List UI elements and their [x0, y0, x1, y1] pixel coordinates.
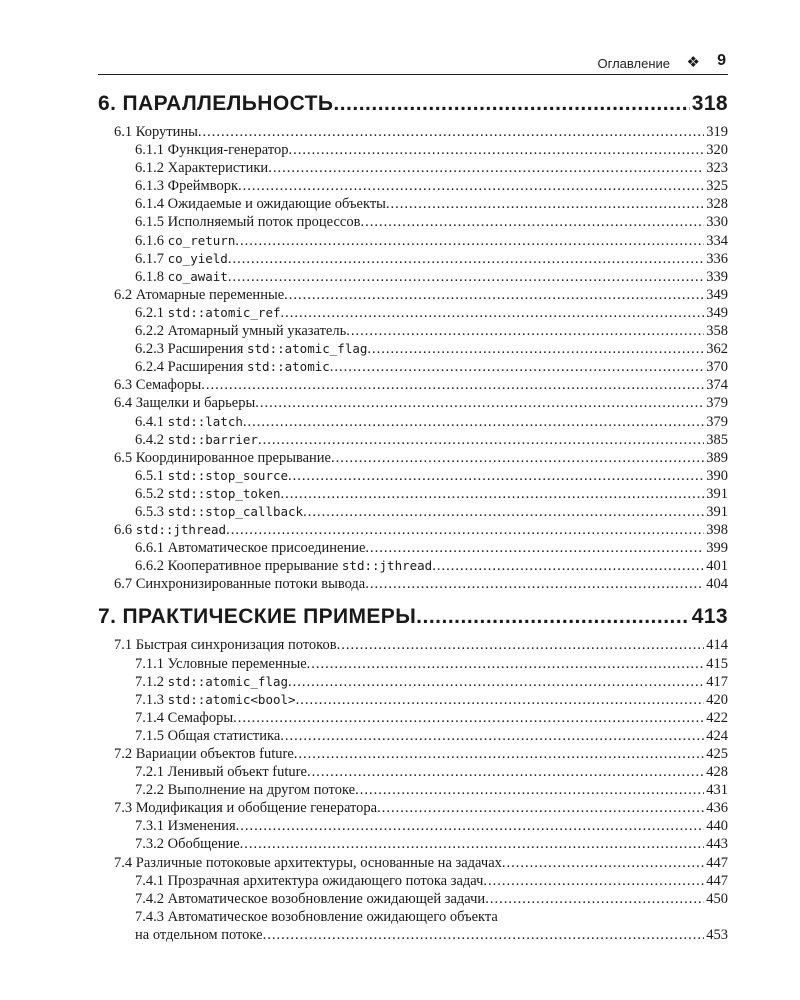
toc-entry-number: 7.1.1 [135, 655, 164, 672]
toc-entry-text: Выполнение на другом потоке [167, 782, 356, 799]
toc-entry[interactable] [98, 394, 728, 412]
dot-leader [296, 691, 705, 709]
toc-entry[interactable] [98, 835, 728, 853]
toc-entry-text: Семафоры [167, 709, 234, 726]
dot-leader [485, 890, 704, 908]
toc-entry-title [135, 673, 288, 691]
toc-entry-title [135, 655, 307, 673]
toc-entry-title [135, 781, 355, 799]
dot-leader [377, 799, 704, 817]
toc-entry[interactable] [98, 763, 728, 781]
dot-leader [355, 781, 704, 799]
toc-entry-page: 447 [706, 872, 728, 889]
toc-entry[interactable] [98, 268, 728, 286]
toc-entry-number: 6.1.3 [135, 178, 164, 195]
toc-entry[interactable] [98, 485, 728, 503]
toc-entry-number: 6.5.2 [135, 485, 164, 502]
toc-entry-title [114, 376, 201, 394]
chapter-page: 413 [691, 605, 728, 629]
toc-entry[interactable] [98, 286, 728, 304]
dot-leader [228, 268, 704, 286]
toc-entry-text: Характеристики [167, 160, 269, 177]
toc-entry[interactable] [98, 908, 728, 926]
toc-entry-title [135, 908, 498, 926]
toc-entry-title [135, 250, 228, 268]
dot-leader [365, 575, 704, 593]
toc-entry-number: 6.6.1 [135, 540, 164, 557]
dot-leader [367, 340, 704, 358]
toc-entry-page: 370 [706, 359, 728, 376]
toc-entry-page: 349 [706, 286, 728, 303]
toc-entry-number: 7.2 [114, 746, 133, 762]
toc-entry-number: 6.1.2 [135, 160, 164, 177]
toc-entry-page: 404 [706, 576, 728, 593]
toc-entry-page: 362 [706, 341, 728, 358]
running-header-title: Оглавление [597, 56, 670, 71]
toc-entry-text: Вариации объектов future [135, 746, 294, 762]
toc-entry-number: 7.4.1 [135, 872, 164, 889]
toc-entry-page: 431 [706, 782, 728, 799]
toc-entry[interactable] [98, 431, 728, 449]
toc-entry-page: 436 [706, 800, 728, 817]
toc-entry-title [135, 340, 367, 358]
toc-entry[interactable] [98, 890, 728, 908]
toc-entry[interactable] [98, 691, 728, 709]
toc-entry-page: 428 [706, 764, 728, 781]
toc-entry-code: co_await [167, 268, 228, 284]
toc-entry-page: 320 [706, 142, 728, 159]
toc-entry-text: Автоматическое возобновление ожидающей задачи [167, 890, 486, 907]
toc-entry-title [114, 394, 255, 412]
toc-entry-text: Функция-генератор [167, 142, 289, 159]
toc-entry-number: 6.5 [114, 449, 133, 466]
toc-entry-title [135, 232, 235, 250]
toc-entry-page: 319 [706, 124, 728, 140]
toc-entry-text: Изменения [167, 818, 236, 835]
toc-entry-page: 379 [706, 413, 728, 430]
toc-entry[interactable] [98, 322, 728, 340]
toc-entry-page: 325 [706, 178, 728, 195]
toc-entry-page: 374 [706, 377, 728, 394]
toc-entry[interactable] [98, 250, 728, 268]
toc-entry-page: 398 [706, 522, 728, 539]
toc-entry-number: 7.3.1 [135, 818, 164, 835]
dot-leader [268, 159, 704, 177]
toc-entry[interactable] [98, 673, 728, 691]
toc-entry-page: 443 [706, 836, 728, 853]
dot-leader [333, 89, 689, 119]
toc-entry-title [135, 763, 307, 781]
toc-entry-page: 391 [706, 503, 728, 520]
dot-leader [236, 817, 705, 835]
toc-entry-code: std::stop_source [167, 467, 289, 483]
toc-entry[interactable] [98, 467, 728, 485]
toc-entry-number: 7.4 [114, 854, 133, 871]
toc-entry-text-continued: на отдельном потоке [135, 926, 263, 943]
toc-entry-text: Автоматическое возобновление ожидающего объекта [167, 908, 498, 925]
toc-entry-text: Расширения [167, 359, 244, 376]
dot-leader [289, 141, 705, 159]
dot-leader [198, 123, 704, 141]
toc-entry[interactable] [98, 799, 728, 817]
toc-entry-page: 328 [706, 196, 728, 213]
toc-entry-title [114, 745, 294, 763]
running-header [98, 52, 728, 75]
toc-entry-title [135, 358, 330, 376]
toc-entry-title [135, 539, 365, 557]
toc-entry[interactable] [98, 521, 728, 539]
toc-entry-title [135, 467, 288, 485]
toc-entry-number: 6.2.1 [135, 304, 164, 321]
toc-entry-page: 440 [706, 818, 728, 835]
toc-entry-continuation[interactable] [98, 926, 728, 944]
toc-entry[interactable] [98, 636, 728, 654]
toc-entry[interactable] [98, 503, 728, 521]
toc-entry-text: Общая статистика [167, 727, 281, 744]
toc-entry-text: Быстрая синхронизация потоков [135, 637, 337, 654]
toc-entry-page: 422 [706, 709, 728, 726]
toc-entry[interactable] [98, 123, 728, 141]
toc-entry-page: 450 [706, 890, 728, 907]
toc-entry[interactable] [98, 557, 728, 575]
toc-entry-page: 349 [706, 304, 728, 321]
toc-entry-number: 7.1.3 [135, 691, 164, 708]
toc-entry[interactable] [98, 575, 728, 593]
toc-entry-title [135, 872, 483, 890]
toc-entry-page: 391 [706, 485, 728, 502]
toc-entry-text: Координированное прерывание [135, 449, 331, 466]
toc-entry-number: 7.4.3 [135, 908, 164, 925]
toc-entry-number: 6.2.3 [135, 341, 164, 358]
toc-entry-title [135, 557, 432, 575]
toc-entry-title [135, 890, 485, 908]
toc-entry-page: 453 [706, 926, 728, 943]
dot-leader [330, 358, 704, 376]
dot-leader [281, 485, 705, 503]
toc-entry-page: 330 [706, 214, 728, 231]
toc-entry-title [135, 159, 268, 177]
toc-entry-code: std::jthread [135, 522, 227, 538]
toc-entry-text: Атомарный умный указатель [167, 323, 347, 340]
toc-entry-page: 390 [706, 467, 728, 484]
chapter-title: 6. ПАРАЛЛЕЛЬНОСТЬ [98, 92, 334, 115]
chapter-title: 7. ПРАКТИЧЕСКИЕ ПРИМЕРЫ [98, 605, 417, 629]
toc-entry-text: Ленивый объект future [167, 764, 307, 781]
toc-entry-page: 389 [706, 449, 728, 466]
toc-entry-title [135, 485, 281, 503]
toc-entry-code: std::stop_callback [167, 503, 304, 519]
dot-leader [263, 926, 705, 944]
toc-entry-code: std::latch [167, 413, 243, 429]
toc-entry[interactable] [98, 340, 728, 358]
chapter-7-list [98, 636, 728, 944]
dot-leader [288, 673, 704, 691]
toc-entry[interactable] [98, 817, 728, 835]
toc-entry-page: 339 [706, 268, 728, 285]
dot-leader [337, 636, 705, 654]
chapter-6-entry[interactable] [98, 89, 728, 123]
toc-entry[interactable] [98, 539, 728, 557]
toc-entry[interactable] [98, 655, 728, 673]
toc-entry-number: 6.2 [114, 286, 133, 303]
dot-leader [288, 467, 704, 485]
dot-leader [307, 655, 705, 673]
toc-entry-text: Исполняемый поток процессов [167, 214, 361, 231]
toc-entry[interactable] [98, 358, 728, 376]
toc-entry[interactable] [98, 413, 728, 431]
dot-leader [280, 727, 704, 745]
toc-entry-code: std::atomic_flag [247, 341, 368, 357]
dot-leader [284, 286, 704, 304]
toc-entry-page: 417 [706, 673, 728, 690]
toc-entry-number: 6.1.4 [135, 196, 164, 213]
toc-entry-code: std::stop_token [167, 485, 281, 501]
toc-entry-text: Условные переменные [167, 655, 307, 672]
toc-entry-page: 415 [706, 655, 728, 672]
toc-entry-page: 420 [706, 691, 728, 708]
toc-entry-code: co_yield [167, 250, 228, 266]
toc-entry-number: 7.3.2 [135, 836, 164, 853]
dot-leader [303, 503, 704, 521]
toc-entry[interactable] [98, 213, 728, 231]
toc-entry-title [114, 123, 198, 141]
toc-entry-text: Корутины [135, 124, 198, 140]
dot-leader [281, 304, 705, 322]
dot-leader [235, 232, 704, 250]
toc-entry-text: Прозрачная архитектура ожидающего потока задач [167, 872, 484, 889]
toc-entry-page: 447 [706, 854, 728, 871]
toc-entry-title [135, 195, 386, 213]
toc-entry-number: 7.4.2 [135, 890, 164, 907]
toc-entry-title [135, 322, 346, 340]
toc-entry-number: 6.2.4 [135, 359, 164, 376]
toc-entry-text: Кооперативное прерывание [167, 558, 339, 575]
toc-entry-title [135, 304, 281, 322]
toc-entry-number: 7.3 [114, 800, 133, 817]
dot-leader [255, 394, 704, 412]
toc-entry-text: Семафоры [135, 377, 202, 394]
toc-entry-title [135, 213, 360, 231]
toc-entry-number: 6.1.8 [135, 268, 164, 285]
toc-entry-number: 6.4.1 [135, 413, 164, 430]
dot-leader [226, 521, 704, 539]
toc-entry-title [135, 709, 233, 727]
toc-entry-text: Фреймворк [167, 178, 238, 195]
dot-leader [238, 177, 704, 195]
page-number: 9 [717, 52, 726, 69]
toc-entry-number: 7.1 [114, 637, 133, 654]
chapter-7-entry[interactable] [98, 602, 728, 636]
toc-entry-code: std::atomic_ref [167, 304, 281, 320]
toc-entry-page: 401 [706, 558, 728, 575]
toc-entry-title [135, 177, 238, 195]
dot-leader [243, 413, 704, 431]
toc-entry-title [135, 691, 296, 709]
toc-entry-title [135, 817, 236, 835]
toc-entry[interactable] [98, 376, 728, 394]
dot-leader [258, 431, 704, 449]
dot-leader [201, 376, 704, 394]
toc-entry-number: 7.2.1 [135, 764, 164, 781]
toc-entry-number: 6.6.2 [135, 558, 164, 575]
toc-entry-code: std::atomic_flag [167, 673, 289, 689]
toc-entry-number: 7.1.4 [135, 709, 164, 726]
toc-entry-page: 336 [706, 250, 728, 267]
toc-entry-code: std::barrier [167, 431, 258, 447]
dot-leader [331, 449, 704, 467]
toc-entry[interactable] [98, 141, 728, 159]
toc-entry-title [135, 268, 228, 286]
toc-entry-page: 385 [706, 431, 728, 448]
ornament-icon: ❖ [686, 53, 700, 71]
toc-entry-title [135, 431, 258, 449]
toc-entry-title [114, 286, 284, 304]
toc-entry-number: 6.1.6 [135, 232, 164, 249]
toc-entry-number: 6.1 [114, 124, 133, 140]
toc-entry-page: 379 [706, 395, 728, 412]
dot-leader [346, 322, 704, 340]
toc-entry-text: Защелки и барьеры [135, 395, 256, 412]
toc-entry-code: std::jthread [341, 558, 433, 574]
dot-leader [307, 763, 704, 781]
dot-leader [228, 250, 704, 268]
toc-entry-page: 323 [706, 160, 728, 177]
toc-entry-text: Расширения [167, 341, 244, 358]
toc-entry-text: Различные потоковые архитектуры, основанные на задачах [135, 854, 502, 871]
toc-entry-page: 334 [706, 232, 728, 249]
toc-entry-text: Атомарные переменные [135, 286, 285, 303]
dot-leader [233, 709, 704, 727]
toc-entry-text: Модификация и обобщение генератора [135, 800, 378, 817]
toc-entry-page: 425 [706, 746, 728, 762]
toc-entry-number: 6.1.1 [135, 142, 164, 159]
toc-entry[interactable] [98, 304, 728, 322]
toc-entry-number: 7.1.2 [135, 673, 164, 690]
toc-entry-page: 358 [706, 323, 728, 340]
toc-entry-number: 6.1.5 [135, 214, 164, 231]
toc-entry-text: Автоматическое присоединение [167, 540, 366, 557]
dot-leader [416, 602, 690, 632]
toc-entry-title [114, 636, 337, 654]
toc-entry-code: co_return [167, 232, 236, 248]
chapter-6-list [98, 123, 728, 593]
dot-leader [240, 835, 705, 853]
toc-entry-title [135, 835, 240, 853]
dot-leader [502, 854, 704, 872]
toc-entry[interactable] [98, 781, 728, 799]
toc-entry-code: std::atomic [247, 359, 330, 375]
toc-entry-number: 6.5.3 [135, 503, 164, 520]
toc-entry-title [135, 413, 243, 431]
toc-entry-number: 6.2.2 [135, 323, 164, 340]
toc-entry-page: 424 [706, 727, 728, 744]
toc-entry-number: 7.2.2 [135, 782, 164, 799]
chapter-page: 318 [691, 92, 728, 115]
toc-entry-title [114, 575, 365, 593]
toc-entry-number: 6.4.2 [135, 431, 164, 448]
toc-entry-code: std::atomic<bool> [167, 691, 296, 707]
dot-leader [432, 557, 704, 575]
toc-entry-text: Обобщение [167, 836, 240, 853]
toc-entry-number: 6.5.1 [135, 467, 164, 484]
toc-entry[interactable] [98, 177, 728, 195]
toc-entry-page: 414 [706, 637, 728, 654]
toc-entry[interactable] [98, 872, 728, 890]
dot-leader [483, 872, 704, 890]
toc-entry-number: 6.3 [114, 377, 133, 394]
toc-entry-title [135, 503, 303, 521]
toc-entry-number: 6.1.7 [135, 250, 164, 267]
toc-entry-number: 6.4 [114, 395, 133, 412]
toc-entry[interactable] [98, 449, 728, 467]
toc-entry-title [114, 521, 226, 539]
dot-leader [360, 213, 704, 231]
toc-entry-text: Ожидаемые и ожидающие объекты [167, 196, 386, 213]
toc-entry-number: 6.7 [114, 576, 133, 593]
toc-entry-title [114, 799, 377, 817]
table-of-contents [98, 89, 728, 944]
toc-entry[interactable] [98, 745, 728, 763]
toc-entry-title [135, 727, 280, 745]
dot-leader [365, 539, 704, 557]
toc-entry[interactable] [98, 709, 728, 727]
toc-entry-number: 7.1.5 [135, 727, 164, 744]
toc-entry-number: 6.6 [114, 522, 133, 539]
toc-entry[interactable] [98, 159, 728, 177]
toc-entry-text: Синхронизированные потоки вывода [135, 576, 366, 593]
toc-entry-title [114, 449, 331, 467]
toc-entry[interactable] [98, 854, 728, 872]
toc-entry-title [114, 854, 502, 872]
toc-entry-page: 399 [706, 540, 728, 557]
dot-leader [294, 745, 705, 763]
toc-entry[interactable] [98, 727, 728, 745]
toc-entry[interactable] [98, 195, 728, 213]
toc-entry[interactable] [98, 232, 728, 250]
toc-entry-title [135, 141, 289, 159]
dot-leader [386, 195, 704, 213]
